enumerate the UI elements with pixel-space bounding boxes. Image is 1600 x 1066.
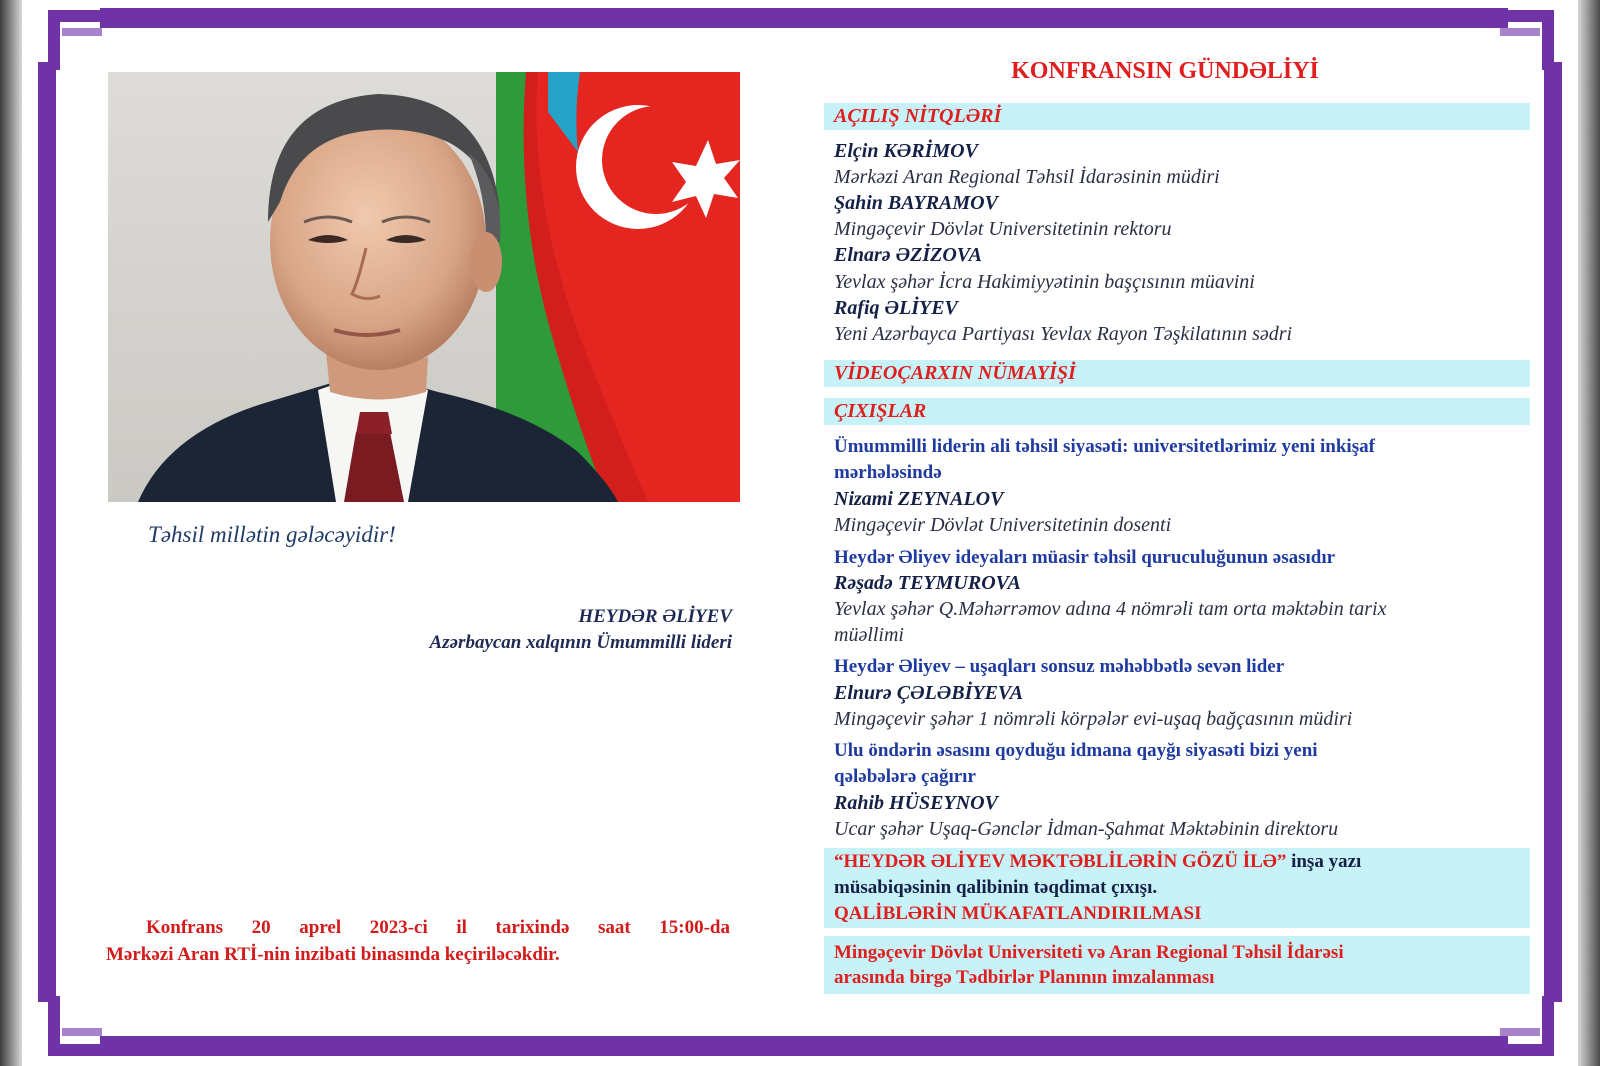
speaker-role: Mingəçevir Dövlət Universitetinin dosenti <box>834 514 1172 536</box>
portrait-illustration <box>108 72 740 502</box>
speaker-name: Şahin BAYRAMOV <box>834 192 998 214</box>
speaker-name: Rəşadə TEYMUROVA <box>834 572 1021 594</box>
opening-speeches-heading: AÇILIŞ NİTQLƏRİ <box>824 103 1530 130</box>
signing-line1: Mingəçevir Dövlət Universiteti və Aran Regional Təhsil İdarəsi <box>834 942 1344 963</box>
speaker-role: Yevlax şəhər İcra Hakimiyyətinin başçısının müavini <box>834 271 1255 293</box>
essay-line1-rest: inşa yazı <box>1291 851 1362 872</box>
conference-note-line2: Mərkəzi Aran RTİ-nin inzibati binasında keçiriləcəkdir. <box>106 944 560 965</box>
signing-line2: arasında birgə Tədbirlər Planının imzalanması <box>834 967 1215 988</box>
essay-title: “HEYDƏR ƏLİYEV MƏKTƏBLİLƏRİN GÖZÜ İLƏ” <box>834 851 1287 872</box>
conference-note <box>106 914 730 968</box>
speaker-name: Nizami ZEYNALOV <box>834 488 1004 510</box>
conference-note-line1: Konfrans 20 aprel 2023-ci il tarixində saat 15:00-da <box>146 917 730 938</box>
speaker-role: Mingəçevir şəhər 1 nömrəli körpələr evi-uşaq bağçasının müdiri <box>834 708 1353 730</box>
speaker-name: Elçin KƏRİMOV <box>834 140 978 162</box>
speaker-role: Mingəçevir Dövlət Universitetinin rektoru <box>834 218 1172 240</box>
frame-corner-tl-inner <box>62 28 102 36</box>
talk-topic: Ümummilli liderin ali təhsil siyasəti: universitetlərimiz yeni inkişaf <box>834 436 1375 457</box>
frame-right-bar <box>1544 62 1562 1002</box>
speaker-name: Elnarə ƏZİZOVA <box>834 244 982 266</box>
speaker-role-cont: müəllimi <box>834 624 904 646</box>
talk-topic: Ulu öndərin əsasını qoyduğu idmana qayğı siyasəti bizi yeni <box>834 740 1318 761</box>
video-heading: VİDEOÇARXIN NÜMAYİŞİ <box>824 360 1530 387</box>
talk-topic: Heydər Əliyev ideyaları müasir təhsil quruculuğunun əsasıdır <box>834 547 1336 568</box>
speaker-role: Yeni Azərbayca Partiyası Yevlax Rayon Təşkilatının sədri <box>834 323 1293 345</box>
essay-line2: müsabiqəsinin qalibinin təqdimat çıxışı. <box>834 877 1158 898</box>
talk-topic-cont: qələbələrə çağırır <box>834 766 976 787</box>
frame-corner-tr-inner <box>1500 28 1540 36</box>
quote-text: Təhsil millətin gələcəyidir! <box>148 522 396 547</box>
portrait-image <box>108 72 740 502</box>
frame-corner-bl-h <box>48 1044 108 1056</box>
signature-role: Azərbaycan xalqının Ümummilli lideri <box>429 632 732 653</box>
frame-corner-tr-h <box>1496 10 1554 22</box>
frame-left-bar <box>38 62 56 1002</box>
speaker-role: Yevlax şəhər Q.Məhərrəmov adına 4 nömrəli tam orta məktəbin tarix <box>834 598 1387 620</box>
talk-topic: Heydər Əliyev – uşaqları sonsuz məhəbbətlə sevən lider <box>834 656 1285 677</box>
frame-corner-br-inner <box>1500 1028 1540 1036</box>
talk-topic-cont: mərhələsində <box>834 462 942 483</box>
talks-heading: ÇIXIŞLAR <box>824 398 1530 425</box>
frame-corner-bl-inner <box>62 1028 102 1036</box>
speaker-name: Elnurə ÇƏLƏBİYEVA <box>834 682 1024 704</box>
awards-heading: QALİBLƏRİN MÜKAFATLANDIRILMASI <box>834 903 1202 924</box>
agenda-title: KONFRANSIN GÜNDƏLİYİ <box>1011 58 1319 84</box>
speaker-name: Rafiq ƏLİYEV <box>834 297 958 319</box>
frame-bottom-bar <box>100 1036 1508 1056</box>
signature-name: HEYDƏR ƏLİYEV <box>578 606 732 627</box>
essay-line1 <box>834 851 1361 873</box>
speaker-name: Rahib HÜSEYNOV <box>834 792 998 814</box>
frame-corner-tl-h <box>48 10 108 22</box>
speaker-role: Ucar şəhər Uşaq-Gənclər İdman-Şahmat Məktəbinin direktoru <box>834 818 1339 840</box>
frame-top-bar <box>100 8 1508 28</box>
speaker-role: Mərkəzi Aran Regional Təhsil İdarəsinin müdiri <box>834 166 1220 188</box>
frame-corner-br-h <box>1496 1044 1554 1056</box>
